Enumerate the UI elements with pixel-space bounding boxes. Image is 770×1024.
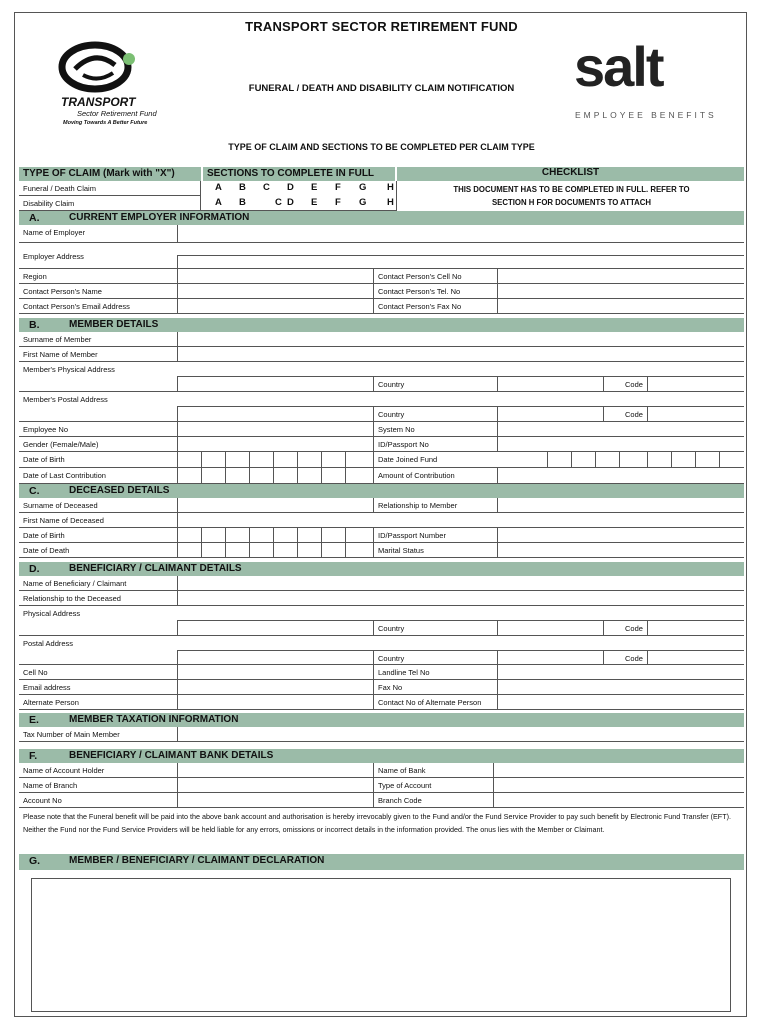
salt-brand-text: salt bbox=[574, 35, 663, 98]
eft-disclaimer-note: Please note that the Funeral benefit will be paid into the above bank account and authorisation is hereby irrevocably given to the Fund and/or the Fund Service Provider to pay such benefit by Electronic Fund Transfer (EFT). Neither the Fund nor the Fund Service Providers will be held liable for any errors, omissions or incorrect details in the information provided. The onus lies with the Member or Claimant. bbox=[23, 812, 731, 834]
col-checklist-head: CHECKLIST bbox=[541, 167, 600, 178]
beneficiary-cell-row[interactable]: Cell No Landline Tel No bbox=[19, 665, 744, 680]
section-d-header: D. BENEFICIARY / CLAIMANT DETAILS bbox=[19, 562, 744, 576]
account-no-row[interactable]: Account No Branch Code bbox=[19, 793, 744, 808]
section-g-header: G. MEMBER / BENEFICIARY / CLAIMANT DECLARATION bbox=[19, 854, 744, 870]
claim-type-table bbox=[19, 167, 744, 211]
col-type-head: TYPE OF CLAIM (Mark with "X") bbox=[23, 168, 175, 179]
logo-line-1: TRANSPORT bbox=[61, 95, 136, 109]
member-firstname-row[interactable]: First Name of Member bbox=[19, 347, 744, 362]
beneficiary-email-row[interactable]: Email address Fax No bbox=[19, 680, 744, 695]
claim-type-title: TYPE OF CLAIM AND SECTIONS TO BE COMPLETED PER CLAIM TYPE bbox=[228, 142, 535, 152]
salt-tagline: EMPLOYEE BENEFITS bbox=[575, 110, 717, 120]
deceased-dob-row[interactable]: Date of Birth ID/Passport Number bbox=[19, 528, 744, 543]
sections-grid: A B C D E F G H A B C D E F G H bbox=[201, 181, 397, 211]
contact-name-row[interactable]: Contact Person's Name Contact Person's Tel. No bbox=[19, 284, 744, 299]
declaration-box[interactable] bbox=[31, 878, 731, 1012]
logo-line-2: Sector Retirement Fund bbox=[77, 109, 157, 118]
beneficiary-relationship-row[interactable]: Relationship to the Deceased bbox=[19, 591, 744, 606]
checklist-text: THIS DOCUMENT HAS TO BE COMPLETED IN FULL. REFER TO SECTION H FOR DOCUMENTS TO ATTACH bbox=[453, 185, 690, 207]
section-a-header: A. CURRENT EMPLOYER INFORMATION bbox=[19, 211, 744, 225]
form-subtitle: FUNERAL / DEATH AND DISABILITY CLAIM NOTIFICATION bbox=[248, 83, 515, 94]
beneficiary-name-row[interactable]: Name of Beneficiary / Claimant bbox=[19, 576, 744, 591]
tax-number-row[interactable]: Tax Number of Main Member bbox=[19, 727, 744, 742]
claim-form-page bbox=[14, 12, 747, 1017]
beneficiary-postal-row[interactable]: Postal Address Country Code bbox=[19, 636, 744, 665]
employer-address-row[interactable]: Employer Address bbox=[19, 243, 744, 269]
last-contribution-row[interactable]: Date of Last Contribution Amount of Contribution bbox=[19, 468, 744, 484]
deceased-dod-row[interactable]: Date of Death Marital Status bbox=[19, 543, 744, 558]
section-f-header: F. BENEFICIARY / CLAIMANT BANK DETAILS bbox=[19, 749, 744, 763]
branch-row[interactable]: Name of Branch Type of Account bbox=[19, 778, 744, 793]
section-b-header: B. MEMBER DETAILS bbox=[19, 318, 744, 332]
member-postal-address-row[interactable]: Member's Postal Address Country Code bbox=[19, 392, 744, 422]
member-dob-row[interactable]: Date of Birth Date Joined Fund bbox=[19, 452, 744, 468]
logo-line-3: Moving Towards A Better Future bbox=[63, 120, 148, 126]
form-title: TRANSPORT SECTOR RETIREMENT FUND bbox=[245, 19, 518, 34]
name-of-employer-row[interactable]: Name of Employer bbox=[19, 225, 744, 243]
deceased-firstname-row[interactable]: First Name of Deceased bbox=[19, 513, 744, 528]
account-holder-row[interactable]: Name of Account Holder Name of Bank bbox=[19, 763, 744, 778]
employee-no-row[interactable]: Employee No System No bbox=[19, 422, 744, 437]
member-physical-address-row[interactable]: Member's Physical Address Country Code bbox=[19, 362, 744, 392]
contact-email-row[interactable]: Contact Person's Email Address Contact Person's Fax No bbox=[19, 299, 744, 314]
gender-row[interactable]: Gender (Female/Male) ID/Passport No bbox=[19, 437, 744, 452]
section-e-header: E. MEMBER TAXATION INFORMATION bbox=[19, 713, 744, 727]
funeral-claim-row[interactable]: Funeral / Death Claim bbox=[19, 181, 201, 196]
alternate-person-row[interactable]: Alternate Person Contact No of Alternate Person bbox=[19, 695, 744, 710]
beneficiary-physical-row[interactable]: Physical Address Country Code bbox=[19, 606, 744, 636]
section-c-header: C. DECEASED DETAILS bbox=[19, 484, 744, 498]
region-row[interactable]: Region Contact Person's Cell No bbox=[19, 269, 744, 284]
disability-claim-row[interactable]: Disability Claim bbox=[19, 196, 201, 211]
deceased-surname-row[interactable]: Surname of Deceased Relationship to Member bbox=[19, 498, 744, 513]
col-sections-head: SECTIONS TO COMPLETE IN FULL bbox=[207, 168, 375, 179]
member-surname-row[interactable]: Surname of Member bbox=[19, 332, 744, 347]
